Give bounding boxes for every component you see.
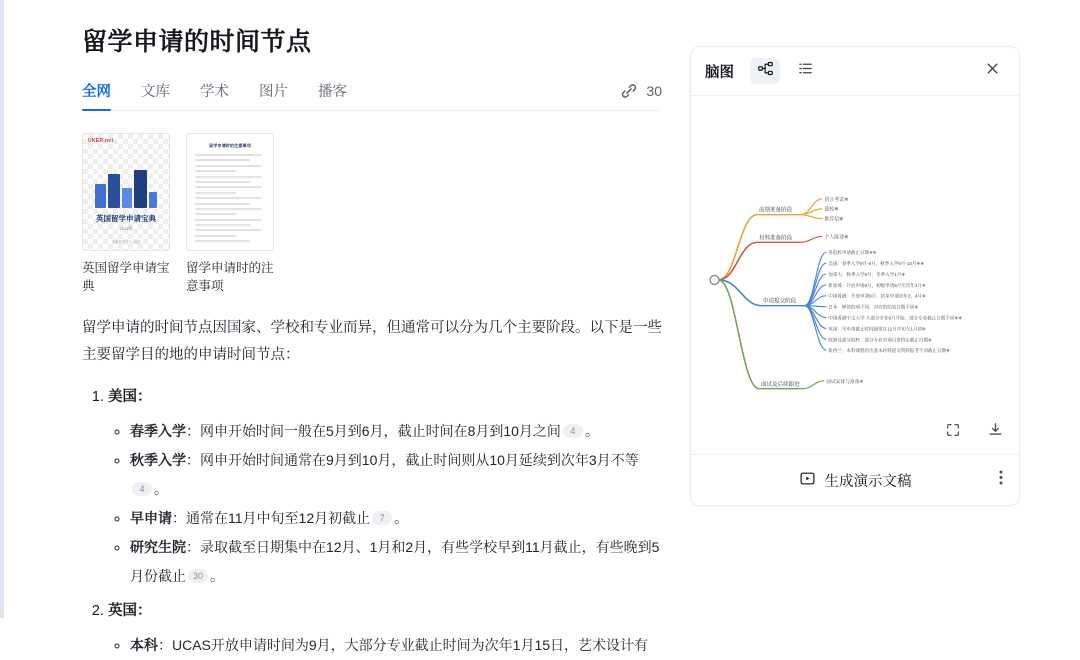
answer-section-list — [82, 383, 662, 660]
mindmap-leaf: 选校❄ — [824, 207, 839, 213]
mindmap-leaf: 中国香港：开放申请9月，结束申请次年3、4月❄ — [828, 293, 926, 299]
list-item — [130, 446, 662, 504]
more-dots — [999, 470, 1003, 486]
panel-header — [691, 47, 1019, 96]
tabs-row — [82, 80, 662, 111]
mindmap-leaf: 新西兰：本科课程的出基本材料提交资料报考不同截止日期❄ — [828, 348, 950, 354]
citation-badge[interactable]: 30 — [188, 569, 208, 583]
mindmap-leaf: 个人陈述❄ — [824, 235, 849, 241]
source-tabs — [82, 80, 347, 110]
answer-item-list — [108, 417, 662, 591]
list-item — [130, 631, 662, 660]
source-card-thumbnail — [186, 133, 274, 251]
source-card[interactable] — [82, 133, 170, 295]
list-item-text: UCAS开放申请时间为9月，大部分专业截止时间为次年1月15日，艺术设计有 — [172, 637, 649, 653]
list-item-tail: 。 — [210, 568, 224, 584]
mindmap-leaf: 推荐信❄ — [824, 217, 844, 223]
answer-section-heading: 英国： — [108, 603, 152, 619]
mindmap-leaf: 语言考试❄ — [824, 197, 849, 203]
panel-title: 脑图 — [705, 64, 734, 81]
mindmap-leaf: 加拿大：秋季入学9月，冬季入学1月❄ — [828, 271, 906, 277]
list-item — [130, 504, 662, 533]
panel-more-button[interactable] — [999, 470, 1003, 491]
link-icon — [619, 81, 639, 101]
list-item-term: 本科 — [130, 637, 158, 653]
answer-item-list — [108, 631, 662, 660]
answer-section-heading: 美国： — [108, 389, 152, 405]
citation-badge[interactable]: 4 — [563, 424, 583, 438]
panel-tools — [943, 422, 1005, 442]
thumbnail-title: 留学申请时的注意事项 — [209, 143, 251, 148]
fullscreen-button[interactable] — [943, 422, 963, 442]
tab-images[interactable]: 图片 — [259, 84, 288, 100]
mindmap-icon — [757, 60, 774, 82]
source-card-label: 留学申请时的注意事项 — [186, 261, 274, 293]
list-item-tail: 。 — [584, 423, 599, 439]
list-item-sep: ： — [158, 637, 172, 653]
mindmap-leaf: 各院校申请截止日期❄❄ — [828, 250, 877, 256]
thumbnail-footer: 英国留学中心 出品 — [111, 240, 141, 244]
list-item-tail: 。 — [154, 481, 168, 497]
close-panel-button[interactable] — [979, 58, 1005, 84]
page-title: 留学申请的时间节点 — [82, 28, 312, 56]
mindmap-leaf: 欧洲及部分院校：部分专业对项目各特定截止日期❄ — [828, 337, 932, 343]
download-icon — [987, 421, 1004, 443]
fullscreen-icon — [945, 422, 961, 443]
source-card[interactable] — [186, 133, 274, 295]
generate-presentation-button[interactable] — [799, 470, 912, 491]
citation-badge[interactable]: 7 — [372, 511, 392, 525]
list-item-sep: ： — [172, 510, 186, 526]
thumbnail-subcaption: 2024版 — [119, 226, 133, 231]
list-item-text: 录取截至日期集中在12月、1月和2月，有些学校早到11月截止，有些晚到5月份截止 — [130, 539, 660, 584]
outline-icon — [797, 60, 814, 82]
mindmap-branch-label: 面试及后续跟进 — [761, 381, 800, 388]
mindmap-branch-label: 材料准备阶段 — [759, 235, 793, 242]
panel-body[interactable] — [691, 96, 1019, 454]
list-item-term: 早申请 — [130, 510, 172, 526]
mindmap-leaf: 英国：早申请截止时间通常在12月中旬至1月初❄ — [828, 326, 926, 332]
answer-section — [108, 597, 662, 660]
list-item-sep: ： — [186, 539, 200, 555]
source-card-label: 英国留学申请宝典 — [82, 261, 170, 293]
mindmap-leaf: 美国：春季入学9月-6月，秋季入学9月-10月❄❄ — [828, 261, 925, 267]
mindmap-leaf: 日本：修读的项不同，对应的结束日期不同❄ — [828, 304, 919, 310]
list-item-text: 通常在11月中旬至12月初截止 — [186, 510, 371, 526]
list-item — [130, 417, 662, 446]
list-item-tail: 。 — [394, 510, 409, 526]
mindmap-branch-label: 前期准备阶段 — [759, 207, 793, 214]
thumbnail-caption: 英国留学申请宝典 — [96, 214, 156, 223]
mindmap-panel — [690, 46, 1020, 506]
more-icon — [999, 473, 1003, 490]
generate-presentation-label: 生成演示文稿 — [824, 473, 912, 490]
source-card-list — [82, 133, 662, 295]
right-column — [690, 0, 1080, 618]
citation-badge[interactable]: 4 — [132, 482, 152, 496]
tab-podcast[interactable]: 播客 — [318, 84, 347, 100]
close-icon — [985, 61, 1000, 81]
thumbnail-brand: UKER.net — [88, 138, 114, 144]
list-item-term: 秋季入学 — [130, 452, 186, 468]
list-item-text: 网申开始时间通常在9月到10月，截止时间则从10月延续到次年3月不等 — [200, 452, 639, 468]
thumbnail-graphic — [95, 170, 157, 208]
mindmap-leaf: 面试安排与准备❄ — [826, 379, 864, 385]
tab-academic[interactable]: 学术 — [200, 84, 229, 100]
tab-all[interactable]: 全网 — [82, 80, 111, 110]
mindmap-leaf: 新加坡：开放申请8月，初级申请8月至次年3月❄ — [828, 282, 926, 288]
tab-library[interactable]: 文库 — [141, 84, 170, 100]
mindmap-branch-label: 申请提交阶段 — [763, 298, 797, 305]
mindmap-root-node — [710, 275, 719, 284]
list-item-text: 网申开始时间一般在5月到6月，截止时间在8月到10月之间 — [200, 423, 561, 439]
mindmap-canvas[interactable] — [691, 96, 1019, 454]
answer-section — [108, 383, 662, 591]
list-item-sep: ： — [186, 423, 200, 439]
download-button[interactable] — [985, 422, 1005, 442]
list-item-term: 春季入学 — [130, 423, 186, 439]
panel-footer — [691, 454, 1019, 505]
answer-intro-paragraph: 留学申请的时间节点因国家、学校和专业而异，但通常可以分为几个主要阶段。以下是一些主要留学目的地的申请时间节点： — [82, 320, 662, 363]
list-item-sep: ： — [186, 452, 200, 468]
list-item-term: 研究生院 — [130, 539, 186, 555]
outline-view-button[interactable] — [790, 58, 820, 84]
list-item — [130, 533, 662, 591]
mindmap-view-button[interactable] — [750, 58, 780, 84]
play-icon — [799, 470, 816, 491]
reference-count[interactable] — [619, 81, 662, 110]
reference-count-value: 30 — [646, 82, 662, 99]
mindmap-leaf: 中国香港中文大学 大部分专业8月开始，部分专业截止日期不同❄❄ — [828, 315, 963, 321]
source-card-thumbnail — [82, 133, 170, 251]
left-accent-bar — [0, 0, 4, 618]
